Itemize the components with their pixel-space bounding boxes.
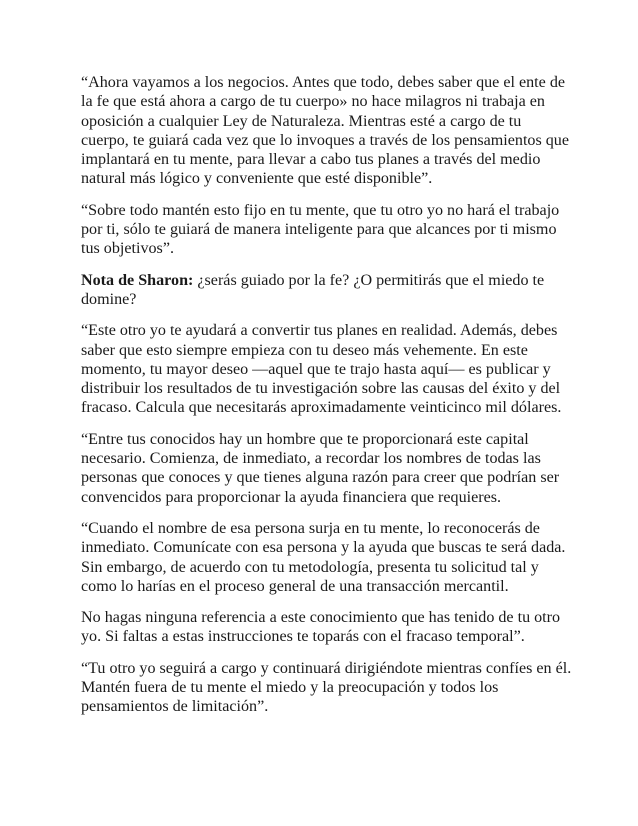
text-line: cuerpo, te guiará cada vez que lo invoques a través de los pensamientos que <box>81 131 569 149</box>
note-paragraph <box>81 271 571 310</box>
text-line: Sin embargo, de acuerdo con tu metodología, presenta tu solicitud tal y <box>81 558 539 576</box>
text-line: “Entre tus conocidos hay un hombre que te proporcionará este capital <box>81 430 529 448</box>
text-line: distribuir los resultados de tu investigación sobre las causas del éxito y del <box>81 380 561 398</box>
text-line: “Este otro yo te ayudará a convertir tus planes en realidad. Además, debes <box>81 322 558 340</box>
text-line: necesario. Comienza, de inmediato, a recordar los nombres de todas las <box>81 450 541 468</box>
text-line: pensamientos de limitación”. <box>81 698 269 716</box>
text-line: “Cuando el nombre de esa persona surja en tu mente, lo reconocerás de <box>81 519 540 537</box>
note-text: ¿serás guiado por la fe? ¿O permitirás que el miedo te <box>193 271 545 289</box>
paragraph-1 <box>81 73 571 189</box>
paragraph-5 <box>81 430 571 507</box>
paragraph-8 <box>81 659 571 717</box>
note-label: Nota de Sharon: <box>81 271 194 289</box>
paragraph-7 <box>81 608 571 647</box>
text-line: convencidos para proporcionar la ayuda financiera que requieres. <box>81 488 502 506</box>
text-line <box>81 271 571 290</box>
paragraph-4 <box>81 321 571 417</box>
paragraph-2 <box>81 201 571 259</box>
text-line: implantará en tu mente, para llevar a cabo tus planes a través del medio <box>81 151 541 169</box>
text-line: saber que esto siempre empieza con tu deseo más vehemente. En este <box>81 341 528 359</box>
text-line: “Tu otro yo seguirá a cargo y continuará dirigiéndote mientras confíes en él. <box>81 659 572 677</box>
text-line: momento, tu mayor deseo —aquel que te trajo hasta aquí— es publicar y <box>81 360 551 378</box>
text-line: por ti, sólo te guiará de manera inteligente para que alcances por ti mismo <box>81 221 557 239</box>
text-line: natural más lógico y conveniente que esté disponible”. <box>81 170 433 188</box>
document-page <box>81 73 571 729</box>
text-line: oposición a cualquier Ley de Naturaleza. Mientras esté a cargo de tu <box>81 112 522 130</box>
text-line: como lo harías en el proceso general de una transacción mercantil. <box>81 577 509 595</box>
text-line: domine? <box>81 290 137 308</box>
text-line: “Ahora vayamos a los negocios. Antes que todo, debes saber que el ente de <box>81 74 566 91</box>
text-line: Mantén fuera de tu mente el miedo y la preocupación y todos los <box>81 679 499 697</box>
text-line: yo. Si faltas a estas instrucciones te toparás con el fracaso temporal”. <box>81 628 525 646</box>
paragraph-6 <box>81 519 571 596</box>
text-line: tus objetivos”. <box>81 240 174 258</box>
text-line: No hagas ninguna referencia a este conocimiento que has tenido de tu otro <box>81 609 561 627</box>
text-line: personas que conoces y que tienes alguna razón para creer que podrían ser <box>81 469 560 487</box>
text-line: inmediato. Comunícate con esa persona y la ayuda que buscas te será dada. <box>81 539 566 557</box>
text-line: fracaso. Calcula que necesitarás aproximadamente veinticinco mil dólares. <box>81 399 562 417</box>
text-line: la fe que está ahora a cargo de tu cuerpo» no hace milagros ni trabaja en <box>81 93 545 111</box>
text-line: “Sobre todo mantén esto fijo en tu mente, que tu otro yo no hará el trabajo <box>81 201 560 219</box>
